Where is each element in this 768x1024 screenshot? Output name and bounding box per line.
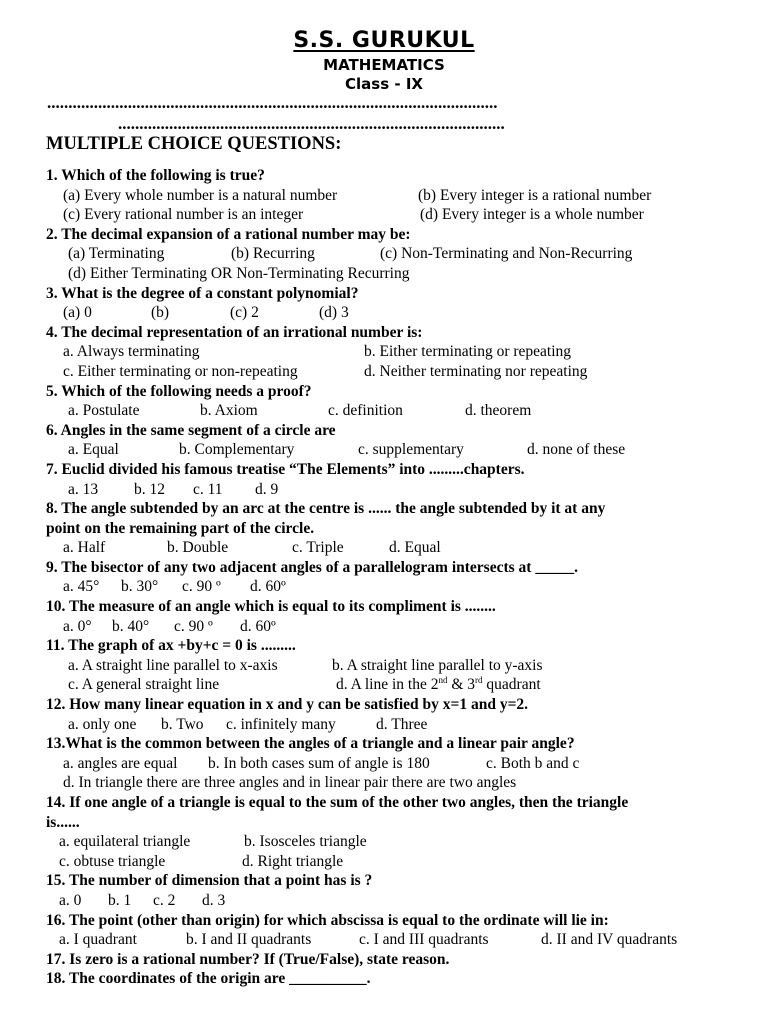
option: b. 40°	[112, 617, 150, 635]
option: d. Right triangle	[242, 852, 344, 870]
option: a. Equal	[68, 441, 119, 459]
option: c. Triple	[292, 539, 344, 557]
option: b. Axiom	[200, 402, 258, 420]
question-list	[46, 166, 736, 989]
question-18: 18. The coordinates of the origin are __________.	[46, 970, 371, 988]
option: c. I and III quadrants	[359, 931, 489, 949]
options-row	[46, 715, 736, 735]
option: (a) 0	[63, 304, 92, 322]
option: a. Half	[63, 539, 106, 557]
option: (c) Non-Terminating and Non-Recurring	[380, 245, 633, 263]
option: c. definition	[328, 402, 403, 420]
option: d. Equal	[389, 539, 441, 557]
option: d. 9	[255, 480, 279, 498]
option: c. 90 º	[182, 578, 221, 596]
question-7: 7. Euclid divided his famous treatise “The Elements” into .........chapters.	[46, 460, 525, 478]
options-row	[46, 303, 736, 323]
question-6: 6. Angles in the same segment of a circle are	[46, 421, 336, 439]
option: a. Postulate	[68, 402, 140, 420]
options-row	[46, 832, 736, 852]
option: b. Complementary	[179, 441, 295, 459]
option: d. Neither terminating nor repeating	[364, 362, 588, 380]
question-14-cont: is......	[46, 813, 80, 831]
option: a. 0°	[63, 617, 92, 635]
name-blank-line: ..........................................................................................................	[47, 93, 498, 112]
options-row	[46, 891, 736, 911]
question-9: 9. The bisector of any two adjacent angles of a parallelogram intersects at _____.	[46, 558, 578, 576]
option: d. Three	[376, 715, 428, 733]
option: c. obtuse triangle	[59, 852, 166, 870]
question-17: 17. Is zero is a rational number? If (True/False), state reason.	[46, 950, 450, 968]
option: c. infinitely many	[226, 715, 336, 733]
option: b. In both cases sum of angle is 180	[208, 754, 430, 772]
question-16: 16. The point (other than origin) for which abscissa is equal to the ordinate will lie in:	[46, 911, 609, 929]
option: a. 13	[68, 480, 99, 498]
options-row	[46, 186, 736, 206]
question-15: 15. The number of dimension that a point has is ?	[46, 872, 373, 890]
options-row	[46, 656, 736, 676]
option: (d) 3	[319, 304, 349, 322]
options-row	[46, 675, 736, 695]
option: d. theorem	[465, 402, 532, 420]
option: b. Double	[167, 539, 229, 557]
section-heading: MULTIPLE CHOICE QUESTIONS:	[46, 134, 342, 154]
options-row	[46, 264, 736, 284]
option: c. supplementary	[358, 441, 464, 459]
option: b. 30°	[121, 578, 159, 596]
question-13: 13.What is the common between the angles of a triangle and a linear pair angle?	[46, 735, 575, 753]
option: d. In triangle there are three angles and in linear pair there are two angles	[63, 774, 517, 792]
option: (c) 2	[230, 304, 259, 322]
option: c. Either terminating or non-repeating	[63, 362, 298, 380]
question-14: 14. If one angle of a triangle is equal to the sum of the other two angles, then the triangle	[46, 794, 629, 811]
options-row	[46, 577, 736, 597]
question-10: 10. The measure of an angle which is equal to its compliment is ........	[46, 598, 496, 616]
option: d. 60º	[240, 617, 276, 635]
school-name: S.S. GURUKUL	[293, 28, 475, 53]
option: c. Both b and c	[486, 754, 580, 772]
option: b. I and II quadrants	[186, 931, 312, 949]
options-row	[46, 930, 736, 950]
option: (a) Terminating	[68, 245, 165, 263]
options-row	[46, 362, 736, 382]
option: (d) Either Terminating OR Non-Terminating Recurring	[68, 264, 410, 282]
option: b. 12	[134, 480, 165, 498]
question-11: 11. The graph of ax +by+c = 0 is .........	[46, 637, 296, 655]
options-row	[46, 342, 736, 362]
question-1: 1. Which of the following is true?	[46, 167, 265, 184]
option: d. II and IV quadrants	[541, 931, 678, 949]
option: (c) Every rational number is an integer	[63, 206, 304, 224]
question-8-cont: point on the remaining part of the circle.	[46, 519, 315, 537]
options-row	[46, 773, 736, 793]
option: d. 60º	[250, 578, 286, 596]
option: (a) Every whole number is a natural number	[63, 186, 338, 204]
question-8: 8. The angle subtended by an arc at the centre is ...... the angle subtended by it at any	[46, 500, 606, 518]
options-row	[46, 617, 736, 637]
option: a. angles are equal	[63, 754, 178, 772]
option: a. 45°	[63, 578, 100, 596]
option: (b) Recurring	[231, 245, 315, 263]
options-row	[46, 205, 736, 225]
option: b. A straight line parallel to y-axis	[332, 656, 543, 674]
option: b. Isosceles triangle	[244, 833, 367, 851]
roll-blank-line: ...........................................................................................	[118, 114, 505, 133]
option: b. 1	[108, 891, 132, 909]
option: a. 0	[59, 891, 82, 909]
question-12: 12. How many linear equation in x and y can be satisfied by x=1 and y=2.	[46, 696, 529, 714]
option: c. 2	[153, 891, 176, 909]
options-row	[46, 440, 736, 460]
subject-title: MATHEMATICS	[323, 56, 445, 74]
option: a. only one	[68, 715, 137, 733]
options-row	[46, 538, 736, 558]
options-row	[46, 852, 736, 872]
option: a. I quadrant	[59, 931, 137, 949]
option: c. A general straight line	[68, 676, 220, 694]
option: d. 3	[202, 891, 226, 909]
option: d. none of these	[527, 441, 626, 459]
options-row	[46, 244, 736, 264]
question-2: 2. The decimal expansion of a rational number may be:	[46, 225, 411, 243]
option: a. equilateral triangle	[59, 833, 191, 851]
options-row	[46, 480, 736, 500]
option: a. A straight line parallel to x-axis	[68, 656, 278, 674]
option: (b) Every integer is a rational number	[418, 186, 652, 204]
question-4: 4. The decimal representation of an irrational number is:	[46, 323, 423, 341]
class-label: Class - IX	[345, 75, 423, 93]
option: d. A line in the 2nd & 3rd quadrant	[336, 675, 541, 694]
option: (b)	[151, 304, 170, 322]
option: a. Always terminating	[63, 343, 200, 361]
option: c. 90 º	[174, 617, 213, 635]
option: c. 11	[193, 480, 223, 498]
options-row	[46, 401, 736, 421]
option: (d) Every integer is a whole number	[420, 206, 644, 224]
question-3: 3. What is the degree of a constant polynomial?	[46, 284, 359, 302]
question-5: 5. Which of the following needs a proof?	[46, 382, 312, 400]
option: b. Either terminating or repeating	[364, 343, 572, 361]
options-row	[46, 754, 736, 774]
option: b. Two	[161, 715, 204, 733]
